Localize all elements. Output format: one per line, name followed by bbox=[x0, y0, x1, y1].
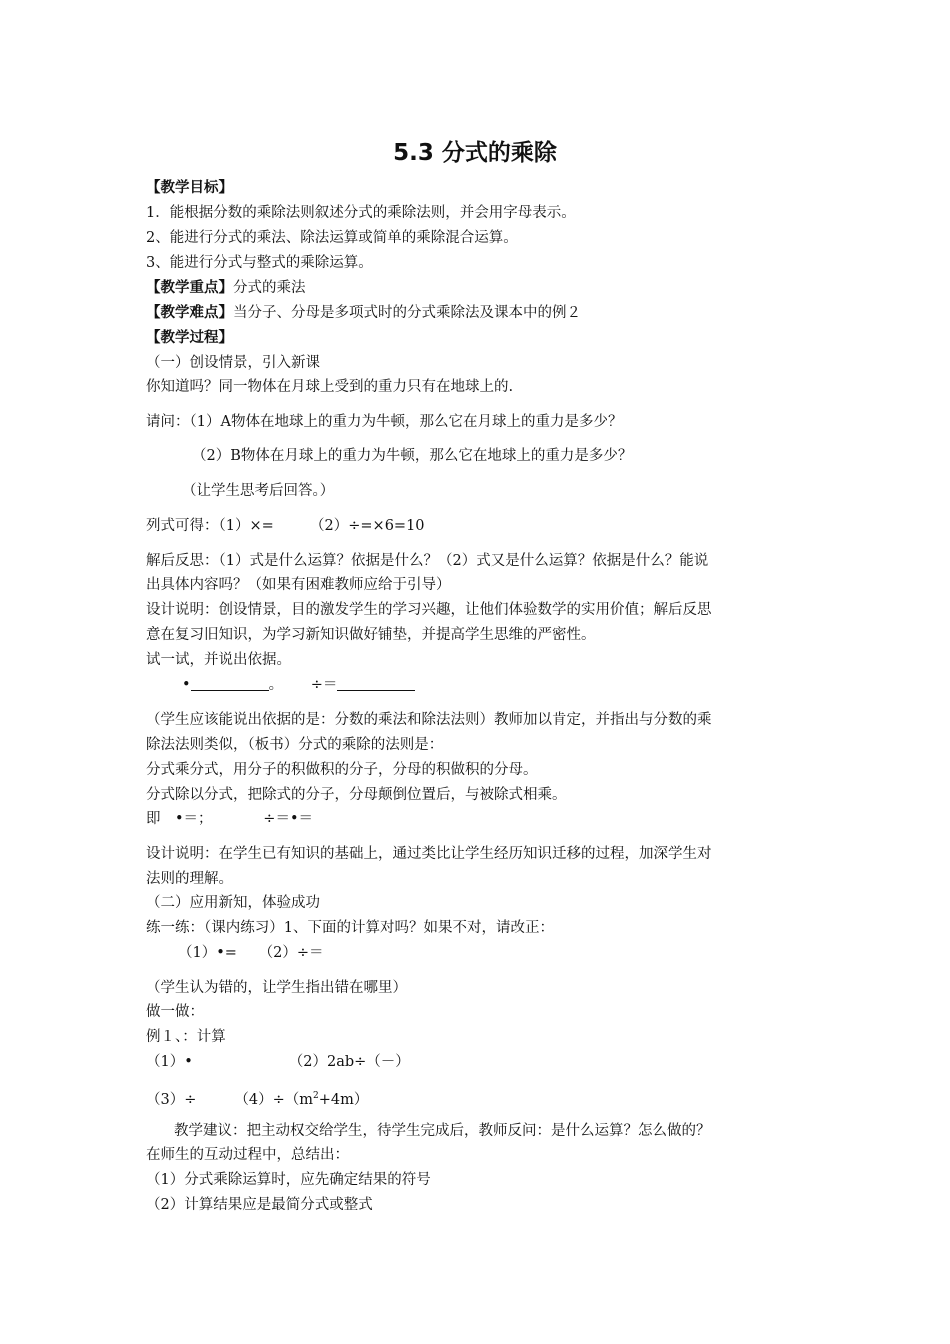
key-point-label: 【教学重点】 bbox=[146, 280, 233, 296]
section-1-title: （一）创设情景，引入新课 bbox=[146, 355, 320, 371]
process-heading: 【教学过程】 bbox=[146, 330, 233, 346]
basis-line-1: （学生应该能说出依据的是：分数的乘法和除法法则）教师加以肯定，并指出与分数的乘 bbox=[146, 712, 712, 728]
teaching-advice-line-2: 在师生的互动过程中，总结出： bbox=[146, 1147, 349, 1163]
difficulty bbox=[146, 303, 826, 323]
question-1: 请问：（1）A物体在地球上的重力为牛顿，那么它在月球上的重力是多少？ bbox=[146, 414, 623, 430]
key-point bbox=[146, 278, 826, 298]
example-1-item-4: $(4)\div(m^2+4m)$ bbox=[234, 1091, 369, 1108]
difficulty-label: 【教学难点】 bbox=[146, 305, 233, 321]
question-2: （2）B物体在月球上的重力为牛顿，那么它在地球上的重力是多少？ bbox=[192, 448, 633, 464]
summary-point-1: （1）分式乘除运算时，应先确定结果的符号 bbox=[146, 1172, 431, 1188]
answer-blank-1 bbox=[191, 676, 269, 691]
goals-heading: 【教学目标】 bbox=[146, 180, 233, 196]
section-1-intro: 你知道吗？同一物体在月球上受到的重力只有在地球上的. bbox=[146, 379, 514, 395]
practice-note: （学生认为错的，让学生指出错在哪里） bbox=[146, 980, 407, 996]
do-it-line: 做一做： bbox=[146, 1004, 204, 1020]
basis-line-2: 除法法则类似，（板书）分式的乘除的法则是： bbox=[146, 737, 444, 753]
example-1-item-2: （2）2ab÷（－） bbox=[288, 1054, 410, 1070]
rule-division: 分式除以分式，把除式的分子，分母颠倒位置后，与被除式相乘。 bbox=[146, 787, 567, 803]
practice-line: 练一练：（课内练习）1、下面的计算对吗？如果不对，请改正： bbox=[146, 920, 554, 936]
practice-items: （1）•= （2）÷＝ bbox=[178, 945, 324, 961]
reflection-line-2: 出具体内容吗？（如果有困难教师应给于引导） bbox=[146, 577, 451, 593]
design-note-2-line-1: 设计说明：在学生已有知识的基础上，通过类比让学生经历知识迁移的过程，加深学生对 bbox=[146, 846, 712, 862]
try-it-exercise-a-end: 。 bbox=[268, 677, 284, 693]
difficulty-text: 当分子、分母是多项式时的分式乘除法及课本中的例２ bbox=[233, 305, 581, 321]
design-note-1-line-2: 意在复习旧知识，为学习新知识做好铺垫，并提高学生思维的严密性。 bbox=[146, 627, 596, 643]
formula-line: 列式可得：（1）×= （2）÷=×6=10 bbox=[146, 518, 425, 534]
design-note-2-line-2: 法则的理解。 bbox=[146, 871, 233, 887]
answer-blank-2 bbox=[337, 676, 415, 691]
summary-point-2: （2）计算结果应是最简分式或整式 bbox=[146, 1197, 373, 1213]
teaching-advice-line-1: 教学建议：把主动权交给学生，待学生完成后，教师反问：是什么运算？怎么做的？ bbox=[174, 1123, 711, 1139]
design-note-1-line-1: 设计说明：创设情景，目的激发学生的学习兴趣，让他们体验数学的实用价值；解后反思 bbox=[146, 602, 712, 618]
page-title: 5.3 分式的乘除 bbox=[393, 140, 557, 166]
question-note: （让学生思考后回答。） bbox=[182, 483, 335, 499]
goal-item-1: 1．能根据分数的乘除法则叙述分式的乘除法则，并会用字母表示。 bbox=[146, 205, 576, 221]
example-1-row-2 bbox=[146, 1086, 826, 1110]
rule-multiplication: 分式乘分式，用分子的积做积的分子，分母的积做积的分母。 bbox=[146, 762, 538, 778]
try-it-line: 试一试，并说出依据。 bbox=[146, 652, 291, 668]
goal-item-3: 3、能进行分式与整式的乘除运算。 bbox=[146, 255, 373, 271]
rule-symbolic: 即 •＝； ÷＝•＝ bbox=[146, 811, 314, 827]
reflection-line-1: 解后反思：（1）式是什么运算？依据是什么？（2）式又是什么运算？依据是什么？能说 bbox=[146, 553, 709, 569]
goal-item-2: 2、能进行分式的乘法、除法运算或简单的乘除混合运算。 bbox=[146, 230, 518, 246]
section-2-title: （二）应用新知，体验成功 bbox=[146, 895, 320, 911]
try-it-exercise-b: ÷＝ bbox=[310, 677, 338, 693]
key-point-text: 分式的乘法 bbox=[233, 280, 306, 296]
example-1-item-3: （3）÷ bbox=[146, 1091, 197, 1108]
try-it-exercise-a: • bbox=[182, 677, 191, 693]
example-1-row-1 bbox=[146, 1052, 826, 1072]
example-1-item-1: （1）• bbox=[146, 1054, 193, 1070]
example-1-title: 例１、：计算 bbox=[146, 1029, 226, 1045]
try-it-exercise bbox=[182, 675, 862, 695]
